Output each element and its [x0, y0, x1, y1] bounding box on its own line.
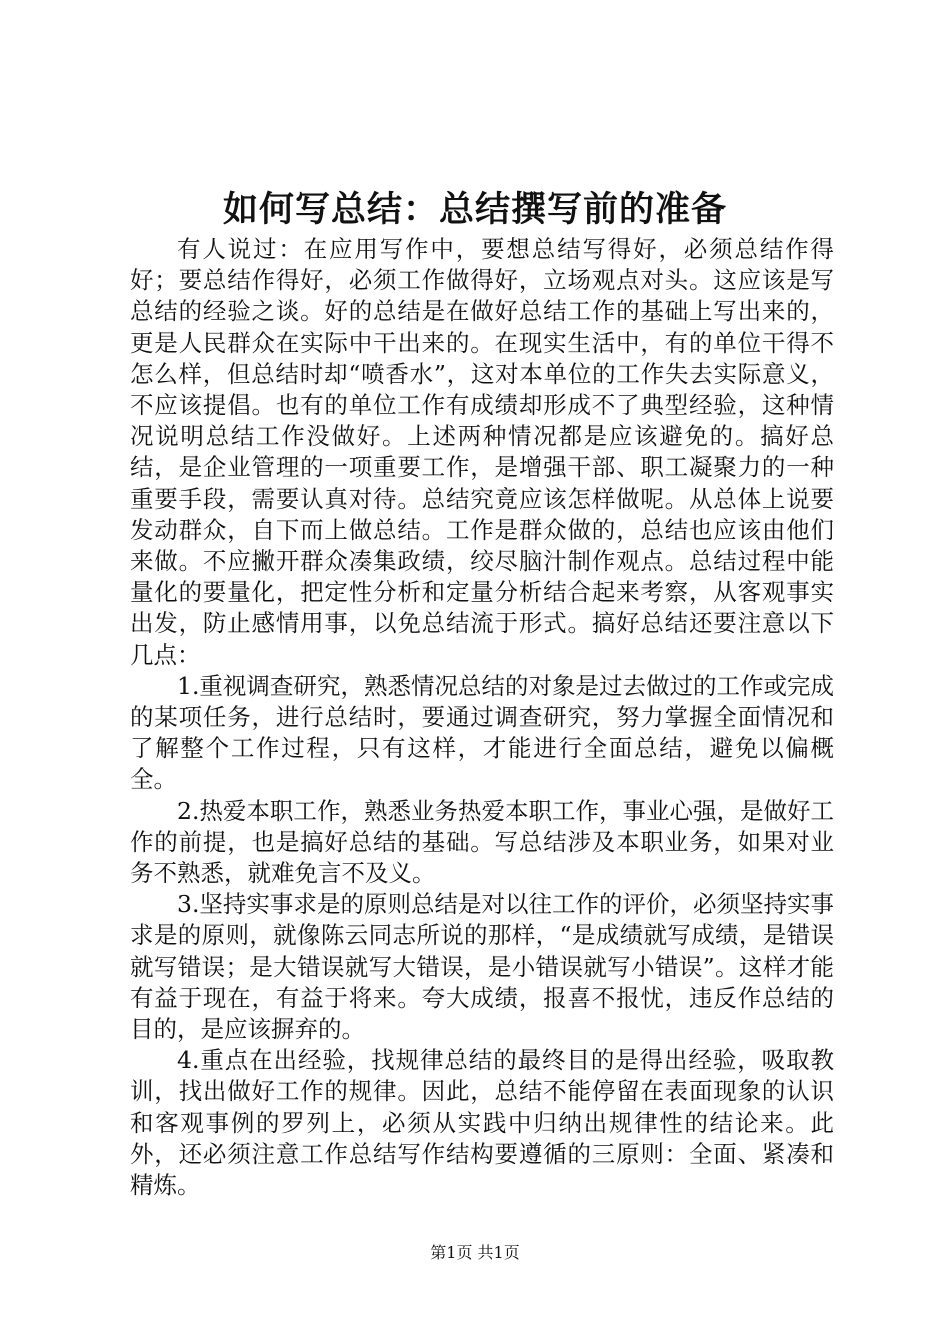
point-2-paragraph: 2.热爱本职工作，熟悉业务热爱本职工作，事业心强，是做好工作的前提，也是搞好总结的基础。写总结涉及本职业务，如果对业务不熟悉，就难免言不及义。	[130, 796, 834, 888]
intro-paragraph: 有人说过：在应用写作中，要想总结写得好，必须总结作得好；要总结作得好，必须工作做得好，立场观点对头。这应该是写总结的经验之谈。好的总结是在做好总结工作的基础上写出来的，更是人民群众在实际中干出来的。在现实生活中，有的单位干得不怎么样，但总结时却“喷香水”，这对本单位的工作失去实际意义，不应该提倡。也有的单位工作有成绩却形成不了典型经验，这种情况说明总结工作没做好。上述两种情况都是应该避免的。搞好总结，是企业管理的一项重要工作，是增强干部、职工凝聚力的一种重要手段，需要认真对待。总结究竟应该怎样做呢。从总体上说要发动群众，自下而上做总结。工作是群众做的，总结也应该由他们来做。不应撇开群众凑集政绩，绞尽脑汁制作观点。总结过程中能量化的要量化，把定性分析和定量分析结合起来考察，从客观事实出发，防止感情用事，以免总结流于形式。搞好总结还要注意以下几点：	[130, 235, 834, 669]
point-4-paragraph: 4.重点在出经验，找规律总结的最终目的是得出经验，吸取教训，找出做好工作的规律。因此，总结不能停留在表面现象的认识和客观事例的罗列上，必须从实践中归纳出规律性的结论来。此外，还必须注意工作总结写作结构要遵循的三原则：全面、紧凑和精炼。	[130, 1046, 834, 1200]
point-1-paragraph: 1.重视调查研究，熟悉情况总结的对象是过去做过的工作或完成的某项任务，进行总结时，要通过调查研究，努力掌握全面情况和了解整个工作过程，只有这样，才能进行全面总结，避免以偏概全。	[130, 671, 834, 794]
document-title: 如何写总结：总结撰写前的准备	[222, 189, 727, 230]
document-body	[130, 234, 834, 1201]
point-3-paragraph: 3.坚持实事求是的原则总结是对以往工作的评价，必须坚持实事求是的原则，就像陈云同志所说的那样，“是成绩就写成绩，是错误就写错误；是大错误就写大错误，是小错误就写小错误”。这样才能有益于现在，有益于将来。夸大成绩，报喜不报忧，违反作总结的目的，是应该摒弃的。	[130, 890, 834, 1044]
page-footer: 第1页 共1页	[430, 1243, 520, 1262]
